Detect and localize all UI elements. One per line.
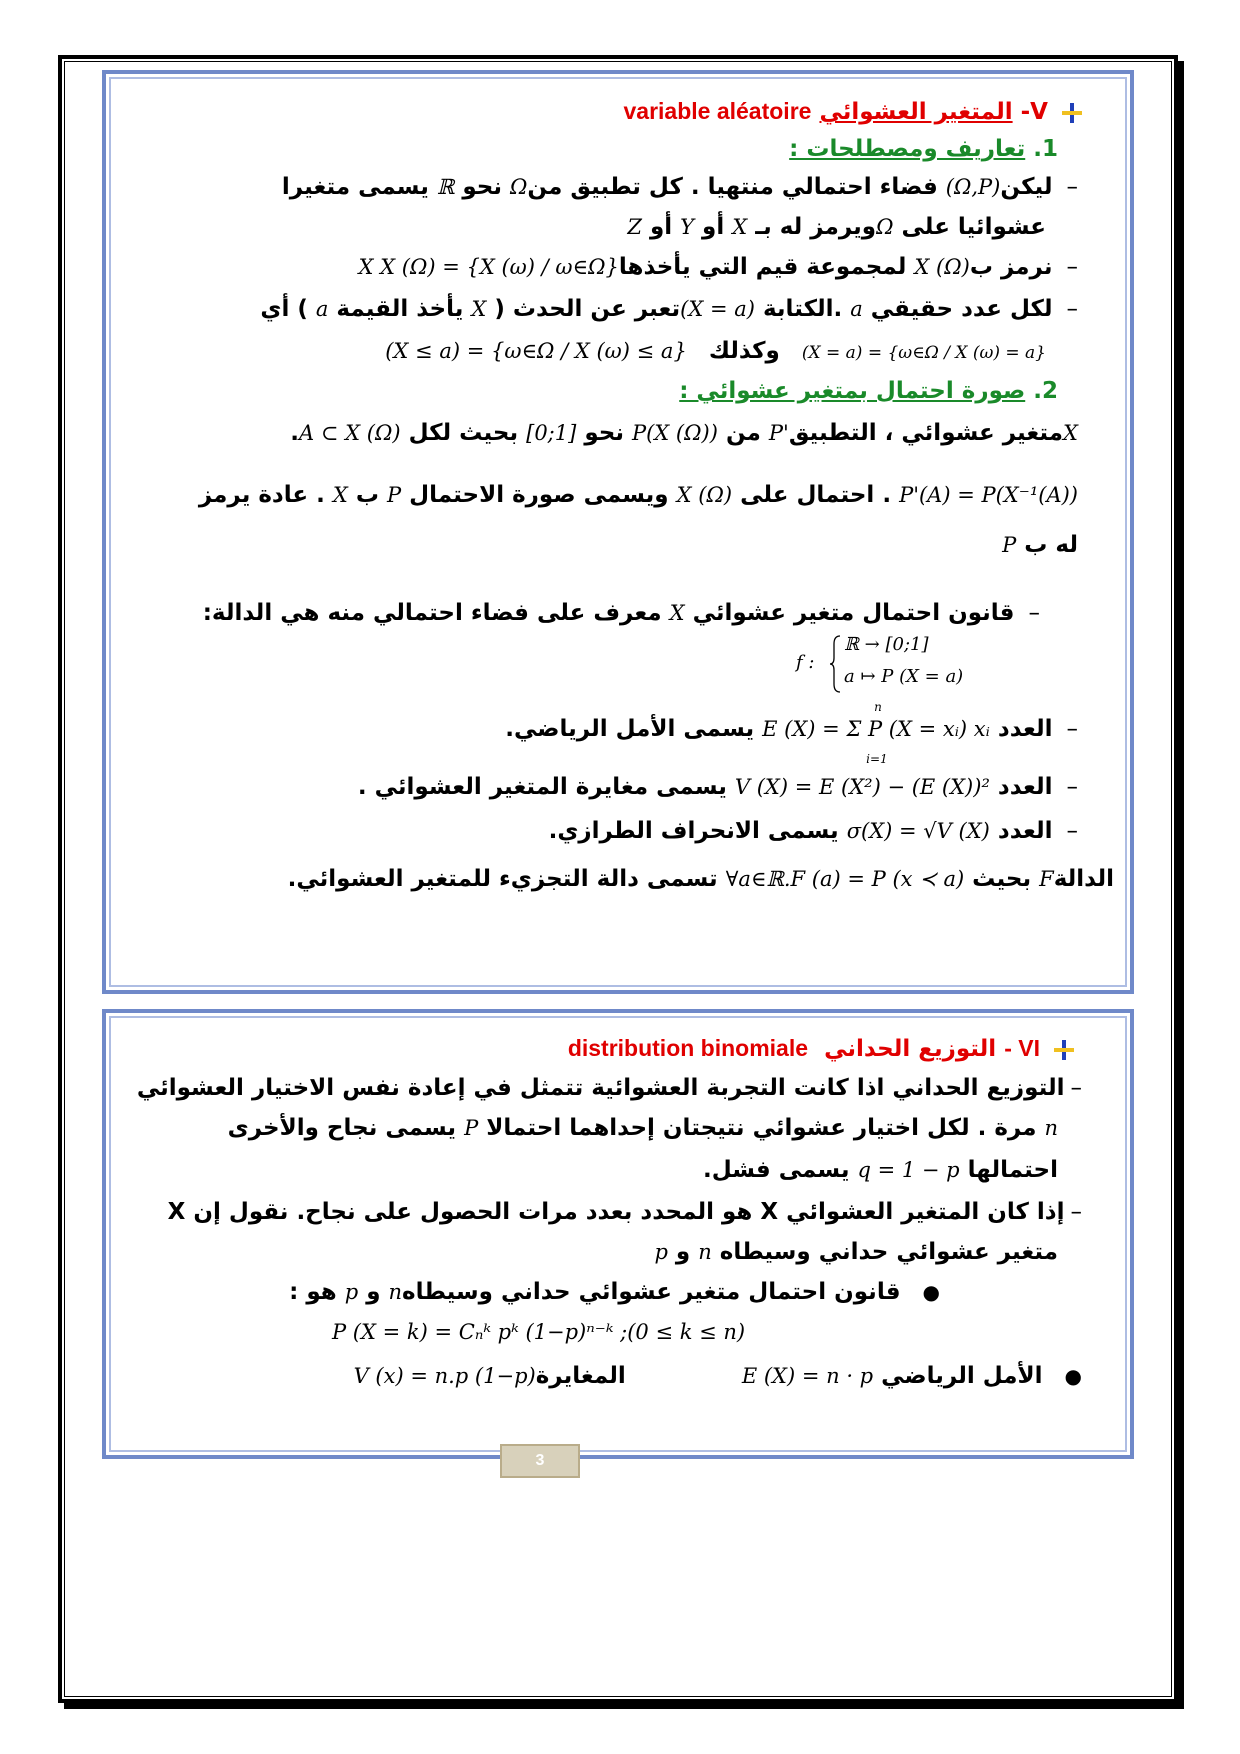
text-fragment: يأخذ القيمة [336,296,464,322]
math-expression: A ⊂ X (Ω) [299,421,401,445]
math-expression: X [1063,421,1078,445]
text-fragment: نحو [462,174,502,200]
text-fragment: هو : [289,1279,337,1305]
text-fragment: نحو [584,420,624,446]
text-fragment: distribution binomiale [567,1035,809,1061]
binomial-variable-line-2 [654,1237,1058,1267]
text-fragment: احتمالها [967,1157,1058,1183]
variance-line [358,772,1078,802]
math-expression: Ω [876,215,894,239]
math-expression: X X (Ω) = {X (ω) / ω∈Ω} [358,255,619,279]
math-expression: E (X) = Σ P (X = xᵢ) xᵢ [762,717,990,741]
math-expression: X [669,601,685,625]
text-fragment: العدد [997,818,1053,844]
math-expression: X (Ω) [914,255,970,279]
text-fragment: ● [1064,1364,1082,1388]
math-expression: a [315,297,329,321]
text-fragment: الدالة [1053,866,1114,892]
image-probability-line-1: Xمتغير عشوائي ، التطبيقP' من P(X (Ω)) نحو [0;1] بحيث لكل A ⊂ X (Ω). [290,420,1078,446]
text-fragment: – [1066,716,1078,742]
text-fragment: 2. [1033,378,1058,404]
text-fragment: و [675,1239,691,1265]
text-fragment: – [1070,1075,1082,1101]
distribution-function-line [288,864,1114,894]
subsection1-title: تعاريف ومصطلحات : [789,136,1026,162]
page-number: 3 [500,1444,580,1478]
math-expression: n [388,1280,403,1304]
text-fragment: متغير عشوائي ، التطبيق [788,420,1064,446]
text-fragment: يسمى فشل. [702,1157,850,1183]
math-expression: n [1044,1116,1058,1140]
math-expression: [0;1] [526,421,577,445]
text-fragment: التوزيع الحداني اذا كانت التجربة العشوائية تتمثل في إعادة نفس الاختيار العشوائي [136,1075,1065,1101]
text-fragment: ليكن [1000,174,1053,200]
text-fragment: – [1066,296,1078,322]
subsection1-heading [789,134,1058,164]
text-fragment: – [1070,1199,1082,1225]
binomial-def-line-3 [703,1155,1058,1185]
section5-heading [624,96,1083,127]
text-fragment: المغايرة [535,1363,626,1389]
text-fragment: متغير عشوائي حداني وسيطاه [719,1239,1058,1265]
math-expression: P(X (Ω)) [631,421,718,445]
text-fragment: – [1066,254,1078,280]
math-expression: X [332,483,348,507]
text-fragment: – [1066,774,1078,800]
text-fragment: أو [702,214,725,240]
math-expression: Z [627,215,642,239]
text-fragment: قانون احتمال متغير عشوائي [692,600,1015,626]
image-probability-line-2 [199,480,1078,510]
math-expression: σ(X) = √V (X) [846,819,990,843]
section5-title-fr: variable aléatoire [623,98,812,124]
binomial-variable-line-1 [168,1197,1082,1227]
math-expression: P' [768,421,789,445]
math-expression: p [654,1240,668,1264]
section6-heading [568,1033,1074,1064]
text-fragment: صورة احتمال بمتغير عشوائي : [679,378,1026,404]
text-fragment: نرمز ب [969,254,1053,280]
section-binomial-distribution [102,1009,1134,1459]
plus-bullet-icon [1054,1040,1074,1060]
text-fragment: وكذلك [708,338,780,364]
math-expression: Ω [510,175,528,199]
text-fragment: عشوائيا على [901,214,1046,240]
text-fragment: i=1 [866,752,888,766]
binomial-law-line [289,1277,940,1307]
definition-line-5 [385,336,1046,368]
text-fragment: .الكتابة [762,296,843,322]
math-expression: P [386,483,402,507]
text-fragment: يسمى مغايرة المتغير العشوائي . [357,774,727,800]
math-expression: V (X) = E (X²) − (E (X))² [734,775,990,799]
text-fragment: تعبر عن الحدث ( [494,296,681,322]
math-expression: X [471,297,487,321]
text-fragment: العدد [997,716,1053,742]
section5-number: V- [1020,99,1048,125]
math-expression: V (x) = n.p (1−p) [353,1364,536,1388]
text-fragment: ويرمز له بـ [755,214,877,240]
math-expression: q = 1 − p [857,1158,960,1182]
text-fragment: الأمل الرياضي [881,1363,1043,1389]
text-fragment: ) أي [260,296,308,322]
text-fragment: إذا كان المتغير العشوائي X هو المحدد بعدد مرات الحصول على نجاح. نقول إن X [167,1199,1065,1225]
text-fragment: يسمى نجاح والأخرى [227,1115,457,1141]
expectation-line [505,700,1078,766]
text-fragment: يسمى الانحراف الطرازي. [548,818,839,844]
subsection1-number: 1. [1033,136,1058,162]
text-fragment: لمجموعة قيم التي يأخذها [618,254,907,280]
text-fragment: معرف على فضاء احتمالي منه هي الدالة: [202,600,662,626]
math-expression: P [1002,533,1017,557]
math-expression: P (X = k) = Cₙᵏ pᵏ (1−p)ⁿ⁻ᵏ ;(0 ≤ k ≤ n) [332,1320,746,1344]
image-probability-line-3 [1002,530,1078,560]
text-fragment: أو [649,214,673,240]
text-fragment: من [725,420,761,446]
math-expression: ∀a∈ℝ.F (a) = P (x ≺ a) [725,867,965,891]
definition-line-2 [627,212,1046,242]
binomial-formula [332,1317,745,1347]
section5-title-ar: المتغير العشوائي [819,99,1013,125]
text-fragment: له ب [1024,532,1078,558]
math-expression: X (Ω) [676,483,733,507]
text-fragment: يسمى متغيرا [281,174,429,200]
text-fragment: مرة . لكل اختيار عشوائي نتيجتان إحداهما احتمالا [486,1115,1037,1141]
text-fragment: VI - [1004,1035,1040,1061]
text-fragment: ● [922,1280,940,1304]
binomial-def-line-2 [228,1113,1058,1143]
binomial-moments-line [354,1361,1082,1391]
math-expression: (X = a) = {ω∈Ω / X (ω) = a} [801,343,1046,363]
definition-line-4 [260,294,1078,324]
math-expression: p [344,1280,359,1304]
text-fragment: . احتمال على [740,482,892,508]
probability-law-line [203,598,1040,628]
text-fragment: لكل عدد حقيقي [870,296,1053,322]
text-fragment: – [1066,818,1078,844]
math-expression: X [732,215,748,239]
math-expression: Y [680,215,695,239]
text-fragment: و [366,1279,381,1305]
std-deviation-line [549,816,1078,846]
math-expression: P'(A) = P(X⁻¹(A)) [899,483,1078,507]
binomial-def-line-1 [137,1073,1082,1103]
text-fragment: . عادة يرمز [198,482,325,508]
text-fragment [762,700,990,766]
definition-line-1 [282,172,1078,202]
text-fragment: التوزيع الحداني [824,1036,997,1062]
subsection2-heading [679,376,1058,406]
math-expression: (X ≤ a) = {ω∈Ω / X (ω) ≤ a} [385,339,687,363]
text-fragment: قانون احتمال متغير عشوائي حداني وسيطاه [402,1279,901,1305]
text-fragment: بحيث لكل [408,420,519,446]
math-expression: P [464,1116,479,1140]
definition-line-3 [359,252,1079,282]
math-expression: n [698,1240,712,1264]
text-fragment: ب [355,482,379,508]
section-random-variable [102,70,1134,994]
text-fragment: العدد [997,774,1053,800]
text-fragment: n [874,700,882,714]
text-fragment: ويسمى صورة الاحتمال [409,482,669,508]
math-expression: (Ω,P) [945,175,1001,199]
text-fragment: فضاء احتمالي منتهيا . كل تطبيق من [527,174,938,200]
math-expression: ℝ [436,175,455,199]
brace-icon [830,634,842,694]
math-expression: (X = a) [680,297,755,321]
text-fragment: بحيث [972,866,1032,892]
math-expression: F [1039,867,1054,891]
math-expression: E (X) = n · p [741,1364,874,1388]
text-fragment: – [1028,600,1040,626]
math-expression: a [850,297,863,321]
text-fragment: تسمى دالة التجزيء للمتغير العشوائي. [287,866,718,892]
text-fragment: يسمى الأمل الرياضي. [505,716,755,742]
text-fragment: – [1066,174,1078,200]
plus-bullet-icon [1062,103,1082,123]
probability-law-function: f : ℝ → [0;1] a ↦ P (X = a) [796,632,976,696]
